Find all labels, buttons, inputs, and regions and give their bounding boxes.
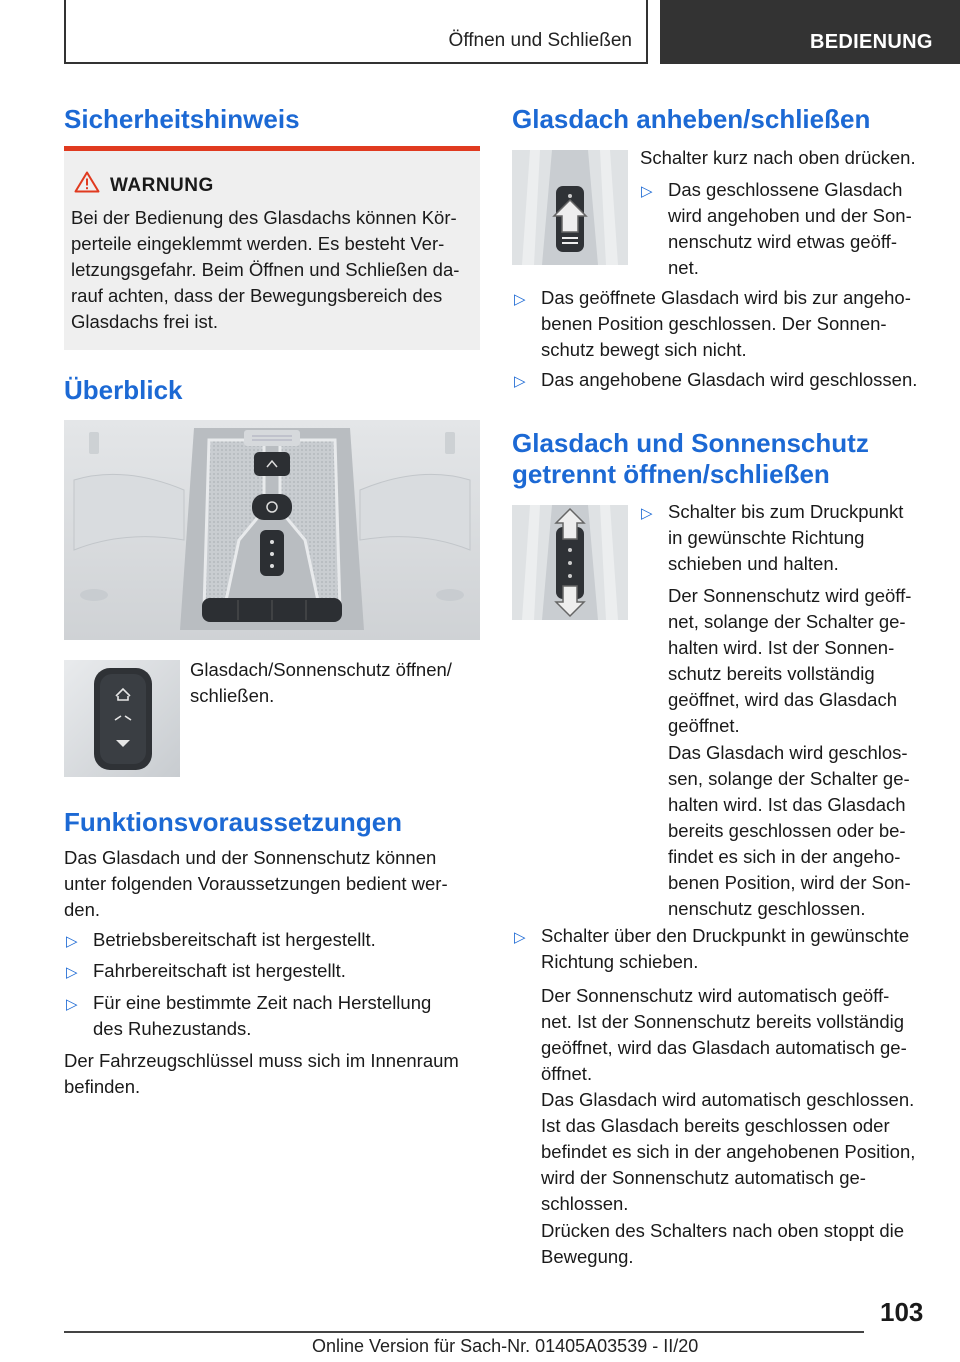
separate-para-auto-close	[541, 1087, 953, 1217]
text-line: Betriebsbereitschaft ist hergestellt.	[93, 929, 376, 950]
text-line: Der Sonnenschutz wird geöff-	[668, 585, 912, 606]
text-line: Das geschlossene Glasdach	[668, 179, 903, 200]
text-line: Das Glasdach wird automatisch geschlossen.	[541, 1089, 915, 1110]
switch-caption	[190, 657, 480, 709]
heading-separate-line2: getrennt öffnen/schließen	[512, 459, 830, 489]
heading-overview: Überblick	[64, 375, 183, 405]
raise-intro: Schalter kurz nach oben drücken.	[640, 147, 916, 168]
text-line: Schalter über den Druckpunkt in gewünschte	[541, 925, 910, 946]
caption-line: schließen.	[190, 685, 275, 706]
heading-raise-close: Glasdach anheben/schließen	[512, 104, 871, 134]
footer-divider	[64, 1331, 864, 1333]
sunroof-switch-image	[64, 660, 180, 777]
requirements-intro	[64, 845, 480, 923]
page-number: 103	[880, 1297, 924, 1327]
text-line: Das Glasdach wird geschlos-	[668, 742, 908, 763]
text-line: Der Fahrzeugschlüssel muss sich im Innenraum	[64, 1050, 459, 1071]
text-line: benen Position geschlossen. Der Sonnen-	[541, 313, 887, 334]
text-line: Fahrbereitschaft ist hergestellt.	[93, 960, 346, 981]
bullet-icon: ▷	[514, 373, 526, 390]
section-title: BEDIENUNG	[810, 31, 933, 53]
header-section-tab	[660, 0, 960, 64]
raise-item	[541, 285, 951, 363]
bullet-icon: ▷	[641, 505, 653, 522]
text-line: halten wird. Ist das Glasdach	[668, 794, 906, 815]
text-line: nenschutz wird etwas geöff-	[668, 231, 897, 252]
text-line: befindet es sich in der angehobenen Position,	[541, 1141, 916, 1162]
text-line: sen, solange der Schalter ge-	[668, 768, 910, 789]
warning-line: Bei der Bedienung des Glasdachs können Kör-	[71, 207, 457, 228]
text-line: schlossen.	[541, 1193, 629, 1214]
text-line: wird angehoben und der Son-	[668, 205, 912, 226]
text-line: Bewegung.	[541, 1246, 634, 1267]
text-line: des Ruhezustands.	[93, 1018, 252, 1039]
warning-line: Glasdachs frei ist.	[71, 311, 219, 332]
text-line: schieben und halten.	[668, 553, 839, 574]
text-line: Das Glasdach und der Sonnenschutz können	[64, 847, 437, 868]
bullet-icon: ▷	[66, 964, 78, 981]
separate-para-auto-open	[541, 983, 953, 1087]
bullet-icon: ▷	[641, 183, 653, 200]
text-line: net.	[668, 257, 699, 278]
switch-up-image	[512, 150, 628, 265]
text-line: öffnet.	[541, 1063, 593, 1084]
text-line: bereits geschlossen oder be-	[668, 820, 906, 841]
text-line: findet es sich in der angeho-	[668, 846, 901, 867]
warning-line: letzungsgefahr. Beim Öffnen und Schließen da-	[71, 259, 460, 280]
warning-box	[64, 146, 480, 350]
switch-updown-image	[512, 505, 628, 620]
warning-line: rauf achten, dass der Bewegungsbereich des	[71, 285, 443, 306]
text-line: Ist das Glasdach bereits geschlossen oder	[541, 1115, 890, 1136]
heading-requirements: Funktionsvoraussetzungen	[64, 807, 403, 837]
warning-triangle-icon	[74, 171, 100, 193]
text-line: benen Position, wird der Son-	[668, 872, 911, 893]
text-line: halten wird. Ist der Sonnen-	[668, 637, 895, 658]
text-line: Der Sonnenschutz wird automatisch geöff-	[541, 985, 890, 1006]
text-line: Richtung schieben.	[541, 951, 699, 972]
text-line: wird der Sonnenschutz automatisch ge-	[541, 1167, 866, 1188]
requirement-item	[93, 927, 483, 953]
heading-separate-line1: Glasdach und Sonnenschutz	[512, 428, 869, 458]
caption-line: Glasdach/Sonnenschutz öffnen/	[190, 659, 452, 680]
text-line: Schalter bis zum Druckpunkt	[668, 501, 904, 522]
text-line: Das geöffnete Glasdach wird bis zur angeho-	[541, 287, 911, 308]
roof-console-image	[64, 420, 480, 640]
text-line: Für eine bestimmte Zeit nach Herstellung	[93, 992, 432, 1013]
bullet-icon: ▷	[514, 291, 526, 308]
chapter-title: Öffnen und Schließen	[448, 30, 632, 51]
separate-item-hold	[668, 499, 943, 577]
requirements-outro	[64, 1048, 480, 1100]
requirement-item	[93, 990, 483, 1042]
separate-item-push	[541, 923, 953, 975]
text-line: schutz bewegt sich nicht.	[541, 339, 747, 360]
warning-title: WARNUNG	[110, 175, 214, 196]
online-version-note: Online Version für Sach-Nr. 01405A03539 - II/20	[312, 1336, 699, 1356]
text-line: net, solange der Schalter ge-	[668, 611, 906, 632]
heading-safety: Sicherheitshinweis	[64, 104, 300, 134]
bullet-icon: ▷	[66, 933, 78, 950]
text-line: befinden.	[64, 1076, 141, 1097]
text-line: net. Ist der Sonnenschutz bereits vollständig	[541, 1011, 905, 1032]
bullet-icon: ▷	[66, 996, 78, 1013]
text-line: in gewünschte Richtung	[668, 527, 865, 548]
text-line: geöffnet, wird das Glasdach automatisch ge-	[541, 1037, 907, 1058]
text-line: nenschutz geschlossen.	[668, 898, 866, 919]
text-line: unter folgenden Voraussetzungen bedient wer-	[64, 873, 448, 894]
bullet-icon: ▷	[514, 929, 526, 946]
warning-text	[71, 205, 475, 335]
warning-line: perteile eingeklemmt werden. Es besteht Ver-	[71, 233, 445, 254]
text-line: schutz bereits vollständig	[668, 663, 875, 684]
separate-para-glassroof	[668, 740, 948, 922]
header-chapter-box	[64, 0, 648, 64]
requirement-item	[93, 958, 483, 984]
raise-sub-item	[668, 177, 943, 281]
separate-para-stop	[541, 1218, 953, 1270]
text-line: den.	[64, 899, 101, 920]
text-line: Das angehobene Glasdach wird geschlossen.	[541, 369, 918, 390]
text-line: Drücken des Schalters nach oben stoppt die	[541, 1220, 905, 1241]
text-line: geöffnet, wird das Glasdach	[668, 689, 897, 710]
separate-para-sunshade	[668, 583, 948, 739]
raise-item	[541, 367, 951, 393]
text-line: geöffnet.	[668, 715, 740, 736]
